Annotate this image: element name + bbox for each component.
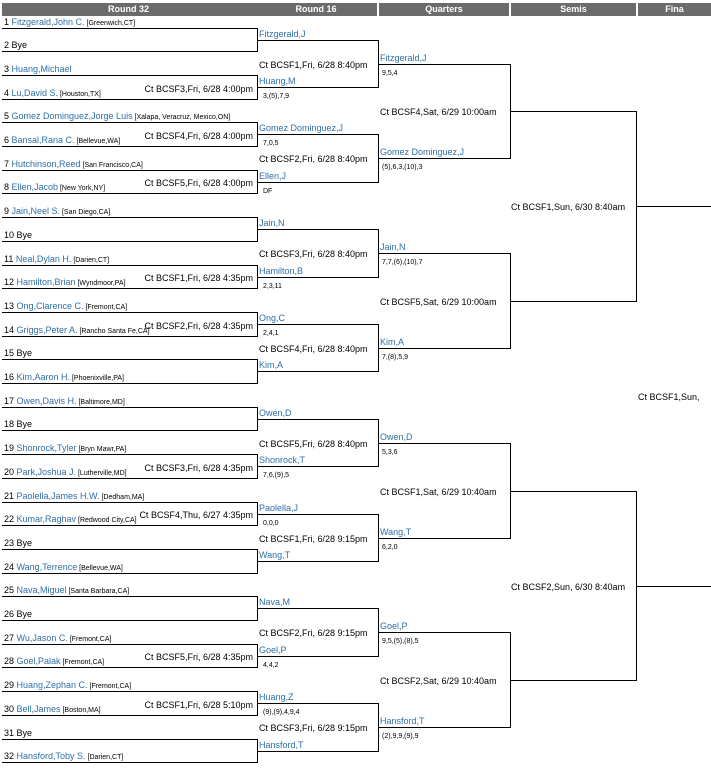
match-court-time: Ct BCSF3,Fri, 6/28 4:35pm <box>144 463 253 473</box>
r32-entry <box>4 419 32 430</box>
seed-number: 8 <box>4 182 12 192</box>
player-link[interactable]: Goel,P <box>259 645 287 655</box>
qf-slot-line <box>378 727 510 728</box>
player-link[interactable]: Huang,Michael <box>11 64 72 74</box>
r32-entry <box>4 88 101 100</box>
r16-slot-line <box>257 87 378 88</box>
match-score: (5),6,3,(10),3 <box>382 164 423 171</box>
player-location: [Lutherville,MD] <box>76 470 127 477</box>
player-link[interactable]: Owen,D <box>380 432 413 442</box>
r32-entry <box>4 467 127 479</box>
match-score: (9),(9),4,9,4 <box>263 709 300 716</box>
r32-entry <box>4 396 125 408</box>
r32-slot-line <box>2 430 257 431</box>
player-location: [Dedham,MA] <box>99 494 145 501</box>
r32-entry <box>4 443 126 455</box>
player-link[interactable]: Nava,M <box>259 597 291 607</box>
match-score: 0,0,0 <box>263 520 279 527</box>
round-header-1: Round 32 <box>2 3 255 16</box>
r32-slot-line <box>2 739 257 740</box>
seed-number: 1 <box>4 17 12 27</box>
r16-slot-line <box>257 182 378 183</box>
round-header-3: Quarters <box>379 3 509 16</box>
r32-entry <box>4 538 32 549</box>
match-court-time: Ct BCSF3,Fri, 6/28 9:15pm <box>259 723 368 733</box>
seed-number: 26 <box>4 609 17 619</box>
seed-number: 2 <box>4 40 12 50</box>
match-court-time: Ct BCSF2,Fri, 6/28 8:40pm <box>259 154 368 164</box>
r32-entry <box>4 562 123 574</box>
match-score: 2,4,1 <box>263 330 279 337</box>
player-link[interactable]: Gomez Dominguez,J <box>259 123 344 133</box>
player-link[interactable]: Ellen,J <box>259 171 287 181</box>
seed-number: 13 <box>4 301 17 311</box>
seed-number: 11 <box>4 254 16 264</box>
player-link[interactable]: Wang,Terrence <box>16 562 78 572</box>
match-score: 3,(5),7,9 <box>263 93 290 100</box>
seed-number: 7 <box>4 159 12 169</box>
r16-slot-line <box>257 656 378 657</box>
r32-slot-line <box>2 75 257 76</box>
r32-slot-line <box>2 241 257 242</box>
match-score: 5,3,6 <box>382 449 398 456</box>
r32-entry <box>4 633 111 645</box>
player-location: [Fremont,CA] <box>67 636 112 643</box>
r32-entry <box>4 182 105 194</box>
seed-number: 9 <box>4 206 12 216</box>
r32-entry <box>4 728 32 739</box>
r32-slot-line <box>2 620 257 621</box>
r32-slot-line <box>2 549 257 550</box>
player-link[interactable]: Wu,Jason C. <box>16 633 68 643</box>
player-location: [Boston,MA] <box>60 707 101 714</box>
match-court-time: Ct BCSF4,Fri, 6/28 4:00pm <box>144 131 253 141</box>
player-link[interactable]: Hamilton,B <box>259 266 304 276</box>
r16-slot-line <box>257 324 378 325</box>
bye-label: Bye <box>16 348 33 358</box>
match-score: 7,7,(6),(10),7 <box>382 259 423 266</box>
seed-number: 6 <box>4 135 12 145</box>
player-link[interactable]: Neal,Dylan H. <box>15 254 72 264</box>
r16-slot-line <box>257 703 378 704</box>
r32-entry <box>4 206 110 218</box>
player-link[interactable]: Fitzgerald,J <box>259 29 306 39</box>
player-link[interactable]: Huang,Zephan C. <box>16 680 88 690</box>
player-location: [Bellevue,WA] <box>74 138 121 145</box>
player-link[interactable]: Park,Joshua J. <box>16 467 77 477</box>
player-location: [Fremont,CA] <box>87 683 132 690</box>
player-link[interactable]: Goel,P <box>380 621 408 631</box>
seed-number: 16 <box>4 372 17 382</box>
match-court-time: Ct BCSF1,Fri, 6/28 8:40pm <box>259 60 368 70</box>
r32-entry <box>4 159 143 171</box>
r32-entry <box>4 301 127 313</box>
seed-number: 12 <box>4 277 17 287</box>
sf-slot-line <box>510 111 636 112</box>
seed-number: 32 <box>4 751 17 761</box>
player-location: [San Diego,CA] <box>60 209 111 216</box>
seed-number: 22 <box>4 514 17 524</box>
match-court-time: Ct BCSF4,Thu, 6/27 4:35pm <box>139 510 253 520</box>
player-link[interactable]: Hutchinson,Reed <box>11 159 81 169</box>
r32-slot-line <box>2 359 257 360</box>
player-link[interactable]: Bansal,Rana C. <box>11 135 75 145</box>
player-location: [Houston,TX] <box>58 91 101 98</box>
player-location: [Phoenixville,PA] <box>70 375 124 382</box>
player-link[interactable]: Bell,James <box>16 704 61 714</box>
r32-entry <box>4 372 124 384</box>
match-court-time: Ct BCSF1,Sun, <box>638 392 700 402</box>
round-header-2: Round 16 <box>255 3 377 16</box>
seed-number: 19 <box>4 443 17 453</box>
seed-number: 4 <box>4 88 12 98</box>
player-link[interactable]: Gomez Dominguez,J <box>380 147 465 157</box>
match-court-time: Ct BCSF5,Fri, 6/28 4:00pm <box>144 178 253 188</box>
r32-entry <box>4 680 131 692</box>
player-location: [Bellevue,WA] <box>77 565 123 572</box>
qf-slot-line <box>378 632 510 633</box>
r32-slot-line <box>2 51 257 52</box>
seed-number: 3 <box>4 64 12 74</box>
r32-entry <box>4 17 135 29</box>
player-link[interactable]: Kim,A <box>259 360 284 370</box>
seed-number: 30 <box>4 704 17 714</box>
match-score: 9,5,4 <box>382 70 398 77</box>
qf-slot-line <box>378 538 510 539</box>
qf-slot-line <box>378 443 510 444</box>
match-court-time: Ct BCSF4,Sat, 6/29 10:00am <box>380 107 497 117</box>
r32-entry <box>4 609 32 620</box>
r32-entry <box>4 751 123 763</box>
r32-entry <box>4 277 126 289</box>
match-score: 7,(8),5,9 <box>382 354 409 361</box>
player-link[interactable]: Goel,Palak <box>16 656 61 666</box>
r16-slot-line <box>257 514 378 515</box>
match-court-time: Ct BCSF5,Fri, 6/28 4:35pm <box>144 652 253 662</box>
r16-slot-line <box>257 134 378 135</box>
match-score: 2,3,11 <box>263 283 282 290</box>
player-link[interactable]: Kim,A <box>380 337 405 347</box>
player-location: [New York,NY] <box>58 185 106 192</box>
player-link[interactable]: Shonrock,Tyler <box>16 443 77 453</box>
player-link[interactable]: Fitzgerald,John C. <box>11 17 85 27</box>
bye-label: Bye <box>16 419 33 429</box>
player-link[interactable]: Fitzgerald,J <box>380 53 427 63</box>
player-location: [Redwood City,CA] <box>76 517 137 524</box>
r32-entry <box>4 514 137 526</box>
match-score: 7,6,(9),5 <box>263 472 290 479</box>
r32-entry <box>4 348 32 359</box>
round-header-5: Fina <box>638 3 711 16</box>
seed-number: 28 <box>4 656 17 666</box>
r32-entry <box>4 491 144 503</box>
bye-label: Bye <box>11 40 28 50</box>
match-court-time: Ct BCSF1,Sun, 6/30 8:40am <box>511 202 626 212</box>
player-link[interactable]: Ong,C <box>259 313 286 323</box>
player-link[interactable]: Jain,Neel S. <box>11 206 61 216</box>
player-location: [Fremont,CA] <box>60 659 105 666</box>
qf-slot-line <box>378 158 510 159</box>
player-link[interactable]: Hansford,T <box>380 716 425 726</box>
qf-slot-line <box>378 348 510 349</box>
r16-slot-line <box>257 608 378 609</box>
player-location: [Wyndmoor,PA] <box>75 280 126 287</box>
bye-label: Bye <box>16 728 33 738</box>
r16-slot-line <box>257 466 378 467</box>
player-link[interactable]: Gomez Dominguez,Jorge Luis <box>11 111 133 121</box>
player-link[interactable]: Owen,Davis H. <box>16 396 77 406</box>
sf-slot-line <box>510 491 636 492</box>
player-link[interactable]: Huang,M <box>259 76 296 86</box>
player-link[interactable]: Wang,T <box>259 550 291 560</box>
final-slot-line <box>636 206 711 207</box>
r16-slot-line <box>257 419 378 420</box>
match-score: 7,0,5 <box>263 140 279 147</box>
player-location: [Baltimore,MD] <box>76 399 125 406</box>
match-court-time: Ct BCSF4,Fri, 6/28 8:40pm <box>259 344 368 354</box>
seed-number: 23 <box>4 538 17 548</box>
r32-entry <box>4 704 101 716</box>
qf-slot-line <box>378 253 510 254</box>
seed-number: 17 <box>4 396 17 406</box>
player-link[interactable]: Hansford,Toby S. <box>16 751 86 761</box>
r16-slot-line <box>257 229 378 230</box>
player-location: [San Francisco,CA] <box>80 162 143 169</box>
player-location: [Xalapa, Veracruz, Mexico,ON] <box>132 114 231 121</box>
match-court-time: Ct BCSF1,Fri, 6/28 9:15pm <box>259 534 368 544</box>
player-link[interactable]: Shonrock,T <box>259 455 306 465</box>
player-link[interactable]: Hamilton,Brian <box>16 277 76 287</box>
r16-slot-line <box>257 561 378 562</box>
r16-slot-line <box>257 277 378 278</box>
r16-slot-line <box>257 40 378 41</box>
seed-number: 15 <box>4 348 17 358</box>
r32-entry <box>4 325 150 337</box>
player-link[interactable]: Ellen,Jacob <box>11 182 59 192</box>
player-link[interactable]: Lu,David S. <box>11 88 59 98</box>
player-link[interactable]: Owen,D <box>259 408 292 418</box>
r32-entry <box>4 254 109 266</box>
match-score: (2),9,9,(9),9 <box>382 733 419 740</box>
player-link[interactable]: Wang,T <box>380 527 412 537</box>
match-score: 6,2,0 <box>382 544 398 551</box>
seed-number: 5 <box>4 111 12 121</box>
player-link[interactable]: Paolella,James H.W. <box>16 491 100 501</box>
match-court-time: Ct BCSF1,Fri, 6/28 4:35pm <box>144 273 253 283</box>
r32-entry <box>4 585 129 597</box>
seed-number: 21 <box>4 491 17 501</box>
sf-slot-line <box>510 301 636 302</box>
match-court-time: Ct BCSF2,Sat, 6/29 10:40am <box>380 676 497 686</box>
match-court-time: Ct BCSF2,Fri, 6/28 9:15pm <box>259 628 368 638</box>
seed-number: 29 <box>4 680 17 690</box>
player-link[interactable]: Paolella,J <box>259 503 299 513</box>
bye-label: Bye <box>16 609 33 619</box>
round-header-4: Semis <box>511 3 636 16</box>
r16-slot-line <box>257 751 378 752</box>
final-slot-line <box>636 586 711 587</box>
player-link[interactable]: Jain,N <box>259 218 285 228</box>
match-score: DF <box>263 188 273 195</box>
player-link[interactable]: Huang,Z <box>259 692 294 702</box>
seed-number: 10 <box>4 230 17 240</box>
seed-number: 25 <box>4 585 17 595</box>
r16-slot-line <box>257 371 378 372</box>
r32-entry <box>4 135 120 147</box>
player-link[interactable]: Jain,N <box>380 242 406 252</box>
r32-entry <box>4 40 27 51</box>
match-court-time: Ct BCSF2,Sun, 6/30 8:40am <box>511 582 626 592</box>
match-score: 4,4,2 <box>263 662 279 669</box>
player-location: [Rancho Santa Fe,CA] <box>77 328 150 335</box>
seed-number: 20 <box>4 467 17 477</box>
r32-entry <box>4 656 104 668</box>
player-link[interactable]: Hansford,T <box>259 740 304 750</box>
bye-label: Bye <box>16 538 33 548</box>
match-court-time: Ct BCSF3,Fri, 6/28 4:00pm <box>144 84 253 94</box>
match-court-time: Ct BCSF3,Fri, 6/28 8:40pm <box>259 249 368 259</box>
player-location: [Greenwich,CT] <box>84 20 136 27</box>
match-court-time: Ct BCSF1,Fri, 6/28 5:10pm <box>144 700 253 710</box>
player-location: [Darien,CT] <box>85 754 124 761</box>
sf-slot-line <box>510 680 636 681</box>
match-court-time: Ct BCSF1,Sat, 6/29 10:40am <box>380 487 497 497</box>
match-score: 9,5,(5),(8),5 <box>382 638 419 645</box>
qf-slot-line <box>378 64 510 65</box>
bye-label: Bye <box>16 230 33 240</box>
seed-number: 31 <box>4 728 17 738</box>
player-location: [Bryn Mawr,PA] <box>76 446 127 453</box>
seed-number: 24 <box>4 562 17 572</box>
player-link[interactable]: Kumar,Raghav <box>16 514 77 524</box>
seed-number: 14 <box>4 325 17 335</box>
r32-entry <box>4 230 32 241</box>
r32-entry <box>4 111 230 123</box>
player-location: [Fremont,CA] <box>83 304 128 311</box>
player-link[interactable]: Kim,Aaron H. <box>16 372 71 382</box>
match-court-time: Ct BCSF5,Sat, 6/29 10:00am <box>380 297 497 307</box>
player-link[interactable]: Griggs,Peter A. <box>16 325 78 335</box>
player-location: [Santa Barbara,CA] <box>66 588 130 595</box>
seed-number: 27 <box>4 633 17 643</box>
seed-number: 18 <box>4 419 17 429</box>
player-link[interactable]: Ong,Clarence C. <box>16 301 84 311</box>
match-court-time: Ct BCSF2,Fri, 6/28 4:35pm <box>144 321 253 331</box>
player-location: [Darien,CT] <box>71 257 110 264</box>
match-court-time: Ct BCSF5,Fri, 6/28 8:40pm <box>259 439 368 449</box>
player-link[interactable]: Nava,Miguel <box>16 585 67 595</box>
r32-entry <box>4 64 72 75</box>
